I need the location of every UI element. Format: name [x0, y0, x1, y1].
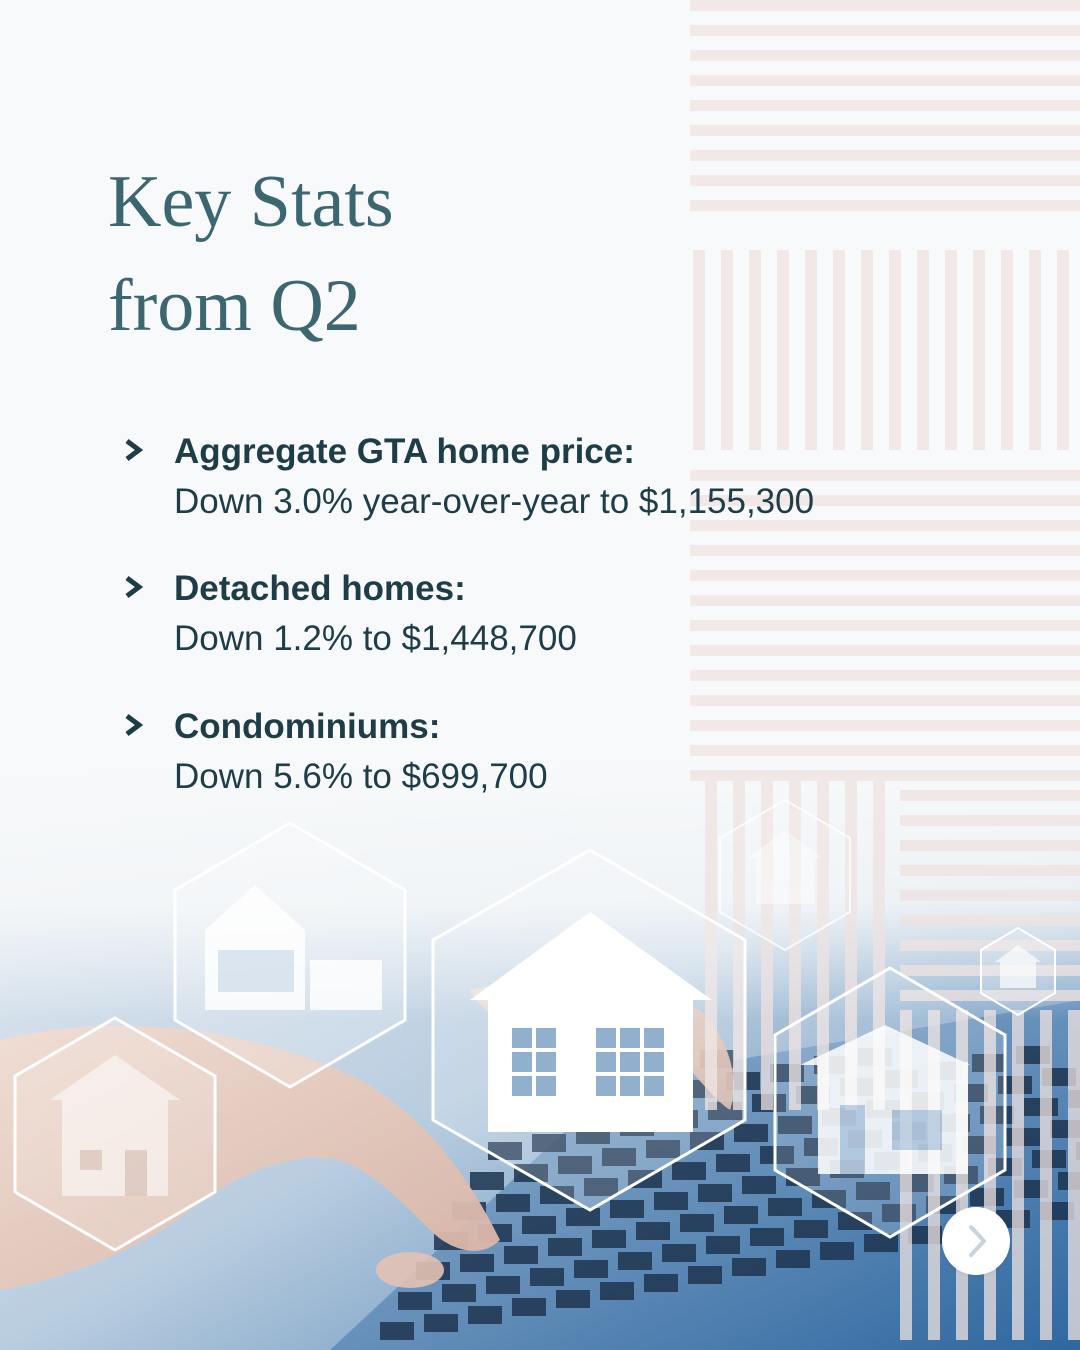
title-line-2: from Q2 — [108, 265, 361, 347]
stat-value: Down 3.0% year-over-year to $1,155,300 — [174, 482, 815, 521]
chevron-right-icon — [120, 573, 148, 601]
stat-label: Detached homes: — [174, 569, 466, 608]
next-slide-button[interactable] — [942, 1207, 1010, 1275]
chevron-right-icon — [120, 711, 148, 739]
page-title — [108, 150, 394, 358]
stat-value: Down 5.6% to $699,700 — [174, 757, 548, 796]
stat-label: Aggregate GTA home price: — [174, 432, 635, 471]
chevron-right-icon — [942, 1207, 1010, 1275]
chevron-right-icon — [120, 436, 148, 464]
stat-label: Condominiums: — [174, 707, 441, 746]
stat-item-condominiums — [120, 703, 980, 803]
stat-item-aggregate — [120, 428, 980, 528]
title-line-1: Key Stats — [108, 161, 394, 243]
stat-value: Down 1.2% to $1,448,700 — [174, 619, 577, 658]
stat-item-detached — [120, 565, 980, 665]
